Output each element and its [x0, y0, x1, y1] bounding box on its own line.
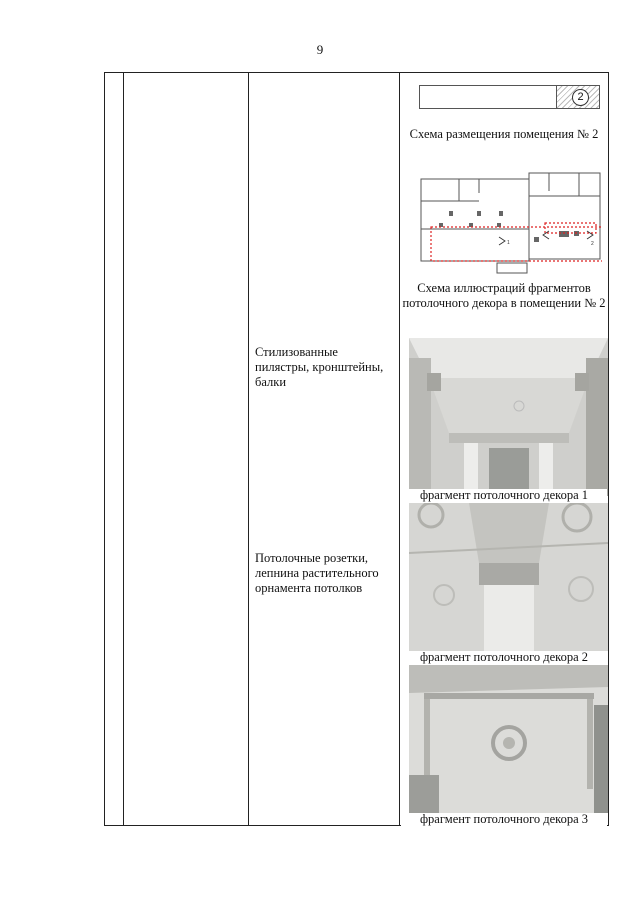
- column-divider: [399, 73, 400, 825]
- document-table: [104, 72, 609, 826]
- caption-illustrations-scheme: Схема иллюстраций фрагментов потолочного декора в помещении № 2: [402, 281, 606, 310]
- ceiling-photo-2: [409, 503, 608, 651]
- description-pilasters: Стилизованные пилястры, кронштейны, балки: [255, 345, 384, 389]
- caption-location-scheme: Схема размещения помещения № 2: [409, 127, 599, 141]
- room-location-scheme: [419, 85, 600, 109]
- room-number-badge: 2: [572, 89, 589, 106]
- page-number: 9: [316, 42, 324, 57]
- ceiling-photo-1: [409, 338, 608, 496]
- ceiling-photo-3: [409, 665, 608, 813]
- plan-label: 2: [591, 241, 594, 247]
- plan-label: 1: [507, 240, 510, 246]
- photo-caption-1: фрагмент потолочного декора 1: [401, 489, 607, 502]
- photo-caption-3: фрагмент потолочного декора 3: [401, 813, 607, 826]
- description-rosettes: Потолочные розетки, лепнина растительного орнамента потолков: [255, 551, 379, 595]
- floor-plan-diagram: [419, 171, 602, 283]
- photo-caption-2: фрагмент потолочного декора 2: [401, 651, 607, 664]
- column-divider: [123, 73, 124, 825]
- column-divider: [248, 73, 249, 825]
